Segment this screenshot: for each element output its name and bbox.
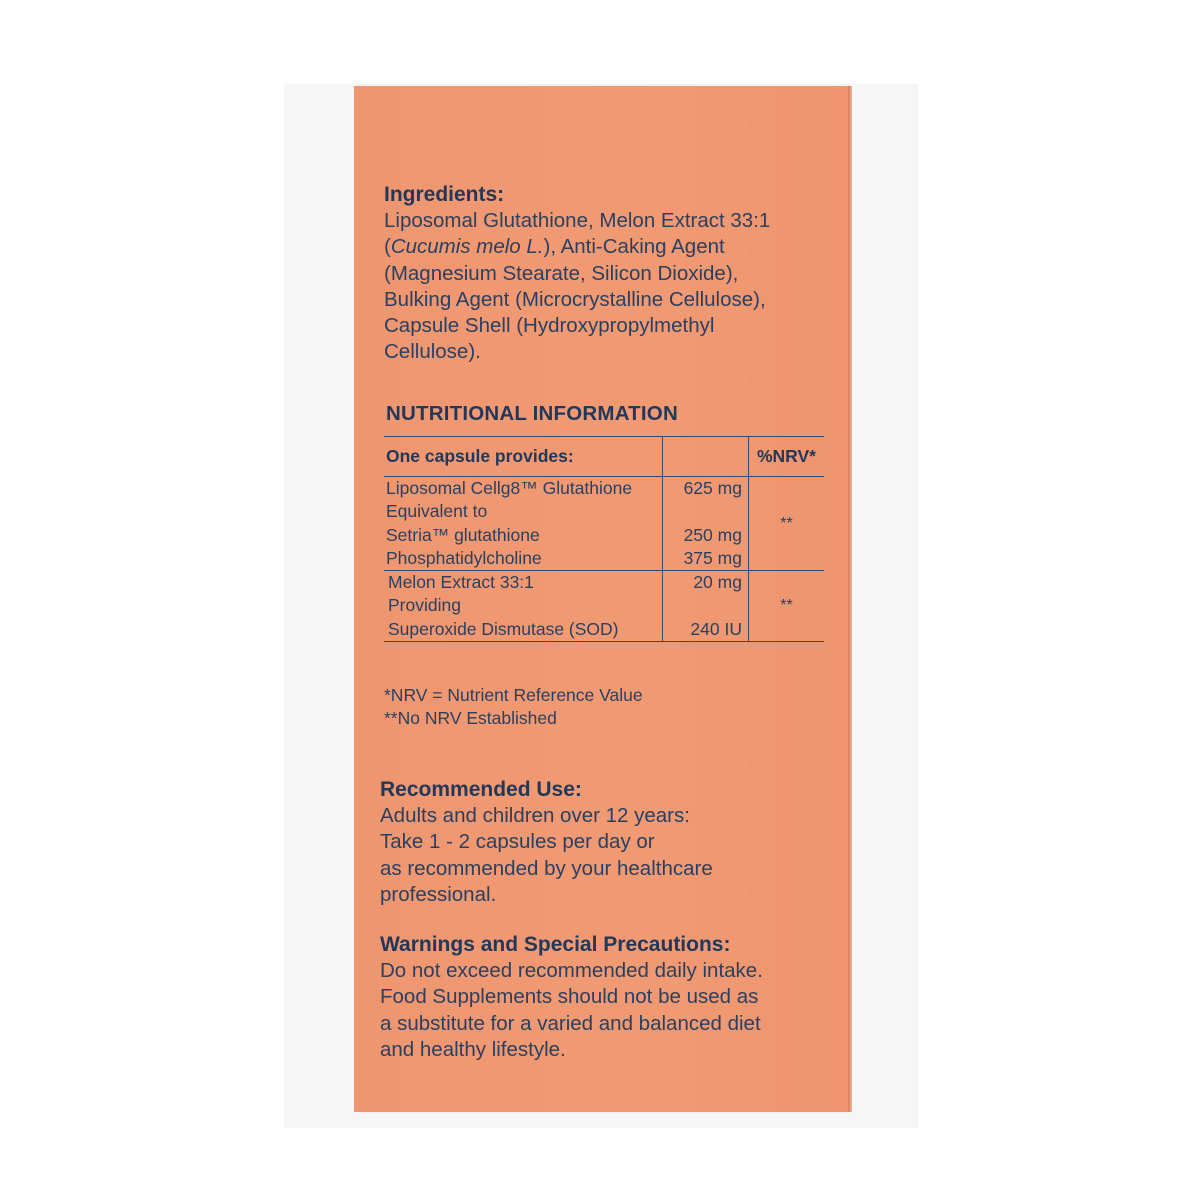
nutrition-table [384,436,824,642]
nutrient-nrv: ** [780,514,793,532]
warnings-line: and healthy lifestyle. [380,1037,566,1061]
warnings-line: a substitute for a varied and balanced diet [380,1011,761,1035]
recommended-use-heading: Recommended Use: [380,778,582,801]
warnings-line: Do not exceed recommended daily intake. [380,959,763,982]
ingredients-line: Liposomal Glutathione, Melon Extract 33:1 [384,209,771,232]
box-edge [848,86,852,1112]
nutrient-amounts [663,571,749,642]
nutrient-names [384,571,663,642]
nutrition-title: NUTRITIONAL INFORMATION [386,402,678,425]
header-provides: One capsule provides: [384,437,663,477]
table-row [384,571,824,642]
footnote: *NRV = Nutrient Reference Value [384,685,643,705]
ingredients-text [384,208,824,366]
recommended-use-section [380,777,820,908]
ingredients-paren: ( [384,235,391,259]
ingredients-heading: Ingredients: [384,183,505,206]
nutrient-names [384,477,663,571]
recommended-use-line: as recommended by your healthcare [380,856,713,880]
nutrient-amount: 625 mg [683,478,742,498]
recommended-use-line: professional. [380,882,497,906]
nutrition-header-row [384,437,824,477]
nutrient-name: Melon Extract 33:1 [388,572,534,593]
warnings-section [380,932,820,1063]
ingredients-line: Capsule Shell (Hydroxypropylmethyl [384,314,715,338]
nutrient-amount [663,500,742,523]
warnings-text [380,958,820,1063]
warnings-heading: Warnings and Special Precautions: [380,933,731,956]
warnings-line: Food Supplements should not be used as [380,985,759,1009]
header-amount [663,437,749,477]
nutrient-name: Equivalent to [386,501,488,522]
nutrient-name: Providing [388,595,461,616]
ingredients-section [384,182,824,366]
table-row [384,477,824,571]
nutrient-amount: 250 mg [683,524,742,545]
product-box-panel [354,86,850,1112]
recommended-use-line: Take 1 - 2 capsules per day or [380,830,655,854]
nutrient-name: Setria™ glutathione [386,524,540,545]
recommended-use-text [380,803,820,908]
ingredients-line: (Magnesium Stearate, Silicon Dioxide), [384,261,739,285]
nutrient-name: Liposomal Cellg8™ Glutathione [386,478,633,498]
nutrient-name: Superoxide Dismutase (SOD) [388,618,619,639]
ingredients-latin-name: Cucumis melo L. [390,235,544,259]
recommended-use-line: Adults and children over 12 years: [380,804,690,827]
nutrient-amount: 20 mg [693,572,742,593]
nutrient-name: Phosphatidylcholine [386,547,542,568]
ingredients-line-rest: ), Anti-Caking Agent [543,235,725,259]
nutrient-amounts [663,477,749,571]
ingredients-line: Bulking Agent (Microcrystalline Cellulose), [384,287,766,311]
nutrient-nrv: ** [780,597,793,615]
footnote: **No NRV Established [384,708,557,728]
header-nrv: %NRV* [756,446,816,466]
nutrient-amount: 240 IU [690,618,742,639]
nutrition-footnotes [384,684,643,730]
ingredients-line: Cellulose). [384,340,481,364]
ingredients-line [384,234,824,260]
nutrient-amount [663,594,742,617]
nutrient-amount: 375 mg [683,547,742,568]
